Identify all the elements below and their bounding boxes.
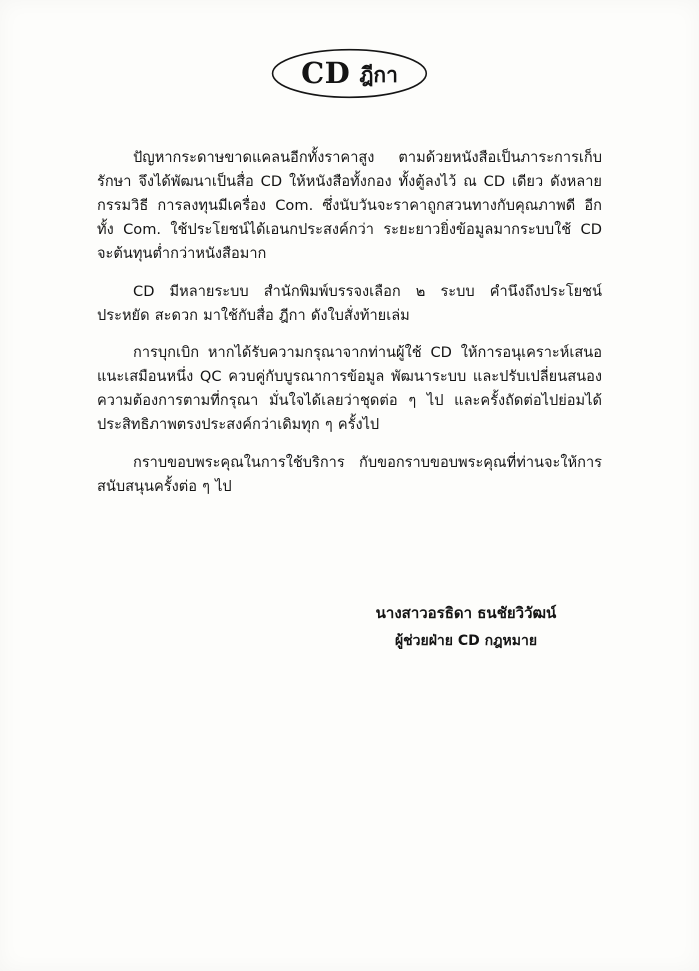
paragraph-4-text: กราบขอบพระคุณในการใช้บริการ กับขอกราบขอบพระคุณที่ท่านจะให้การสนับสนุนครั้งต่อ ๆ ไป xyxy=(97,454,602,496)
paragraph-3-text: การบุกเบิก หากได้รับความกรุณาจากท่านผู้ใช้ CD ให้การอนุเคราะห์เสนอแนะเสมือนหนึ่ง QC ควบคู่กับบูรณาการข้อมูล พัฒนาระบบ และปรับเปลี่ยนสนองความต้องการตามที่กรุณา มั่นใจได้เลยว่าชุดต่อ ๆ ไป และครั้งถัดต่อไปย่อมได้ประสิทธิภาพตรงประสงค์กว่าเดิมทุก ๆ ครั้งไป xyxy=(97,344,602,434)
paragraph-2 xyxy=(97,280,602,328)
document-body xyxy=(97,146,602,499)
paragraph-4 xyxy=(97,451,602,499)
document-title xyxy=(0,48,699,99)
paragraph-1-text: ปัญหากระดาษขาดแคลนอีกทั้งราคาสูง ตามด้วยหนังสือเป็นภาระการเก็บรักษา จึงได้พัฒนาเป็นสื่อ CD ให้หนังสือทั้งกอง ทั้งตู้ลงไว้ ณ CD เดียว ดังหลายกรรมวิธี การลงทุนมีเครื่อง Com. ซึ่งนับวันจะราคาถูกสวนทางกับคุณภาพดี อีกทั้ง Com. ใช้ประโยชน์ได้เอนกประสงค์กว่า ระยะยาวยิ่งข้อมูลมากระบบใช้ CD จะต้นทุนต่ำกว่าหนังสือมาก xyxy=(97,149,602,262)
title-thai-text: ฎีกา xyxy=(359,63,398,87)
signature-role: ผู้ช่วยฝ่าย CD กฎหมาย xyxy=(394,632,538,649)
title-oval-frame xyxy=(271,48,428,99)
paragraph-2-text: CD มีหลายระบบ สำนักพิมพ์บรรจงเลือก ๒ ระบบ คำนึงถึงประโยชน์ ประหยัด สะดวก มาใช้กับสื่อ ฎีกา ดังใบสั่งท้ายเล่ม xyxy=(97,282,602,324)
title-cd-text: CD xyxy=(301,56,351,90)
paragraph-1 xyxy=(97,146,602,266)
signature-name: นางสาวอรธิดา ธนชัยวิวัฒน์ xyxy=(375,604,557,622)
paragraph-3 xyxy=(97,341,602,437)
signature-block xyxy=(330,602,602,652)
